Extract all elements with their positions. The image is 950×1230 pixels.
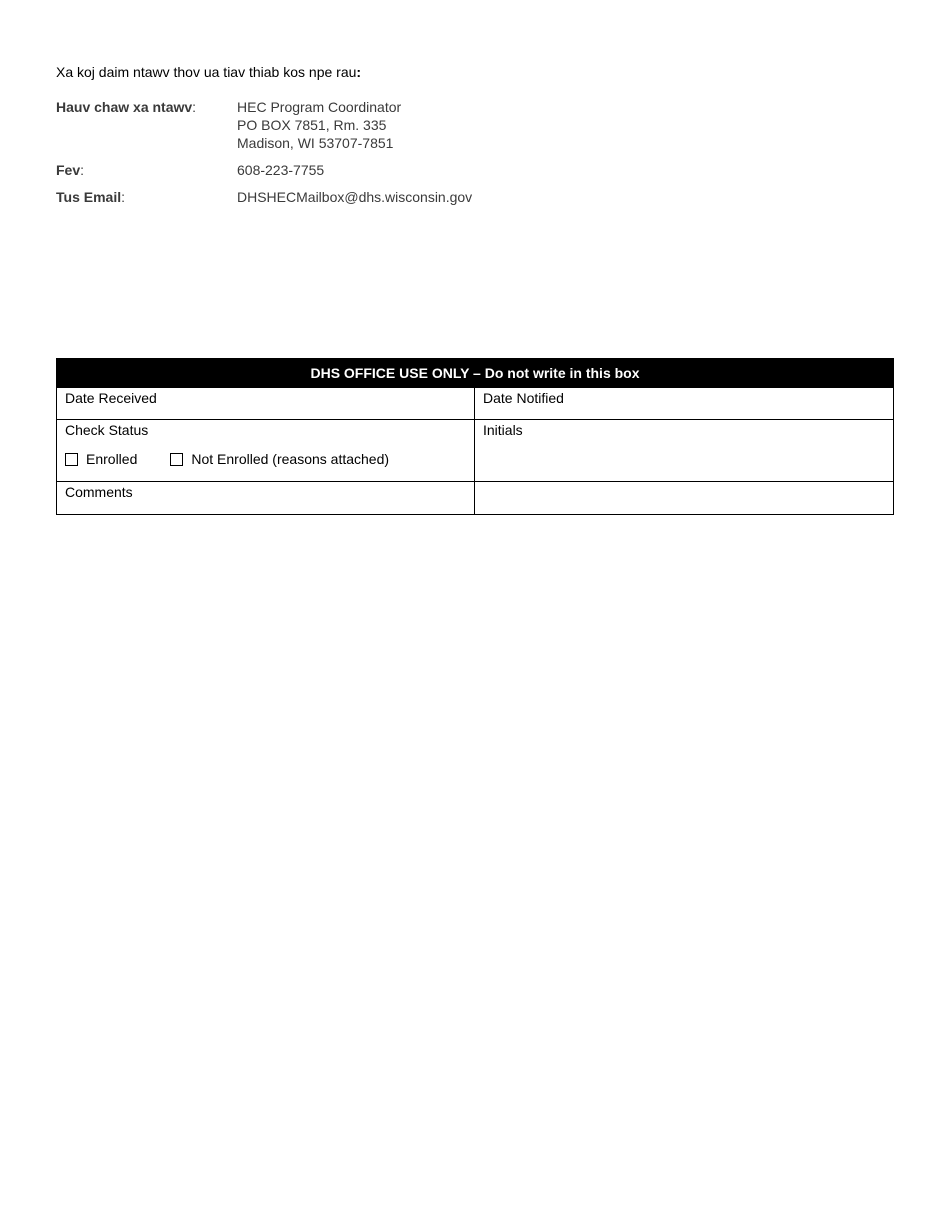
mail-address-line: PO BOX 7851, Rm. 335: [237, 117, 387, 133]
not-enrolled-label: Not Enrolled (reasons attached): [191, 451, 390, 467]
mail-label: Hauv chaw xa ntawv:: [56, 99, 197, 115]
intro-sentence: Xa koj daim ntawv thov ua tiav thiab kos npe rau: [56, 64, 357, 80]
enrolled-label: Enrolled: [86, 451, 138, 467]
initials-label: Initials: [483, 422, 523, 438]
intro-text: [56, 63, 361, 81]
not-enrolled-checkbox[interactable]: [170, 453, 183, 466]
email-label: Tus Email:: [56, 189, 125, 205]
fax-label: Fev:: [56, 162, 85, 178]
mail-address: [237, 98, 401, 152]
comments-extra-cell: [475, 482, 893, 514]
enrolled-option[interactable]: [65, 450, 137, 468]
office-row-comments: [57, 481, 893, 514]
office-use-header: DHS OFFICE USE ONLY – Do not write in this box: [57, 359, 893, 387]
mail-address-line: Madison, WI 53707-7851: [237, 135, 394, 151]
status-checkboxes: [65, 450, 466, 468]
comments-label: Comments: [65, 484, 133, 500]
email-address: DHSHECMailbox@dhs.wisconsin.gov: [237, 189, 473, 205]
office-row-status: [57, 419, 893, 481]
date-received-label: Date Received: [65, 390, 157, 406]
mail-address-line: HEC Program Coordinator: [237, 99, 402, 115]
office-row-dates: [57, 387, 893, 419]
intro-colon: :: [356, 64, 362, 80]
date-notified-label: Date Notified: [483, 390, 564, 406]
fax-number: 608-223-7755: [237, 162, 325, 178]
not-enrolled-option[interactable]: [170, 450, 389, 468]
initials-cell: [475, 420, 893, 481]
comments-cell: [57, 482, 475, 514]
enrolled-checkbox[interactable]: [65, 453, 78, 466]
date-notified-cell: [475, 388, 893, 419]
check-status-label: Check Status: [65, 422, 149, 438]
office-use-box: [56, 358, 894, 515]
check-status-cell: [57, 420, 475, 481]
date-received-cell: [57, 388, 475, 419]
